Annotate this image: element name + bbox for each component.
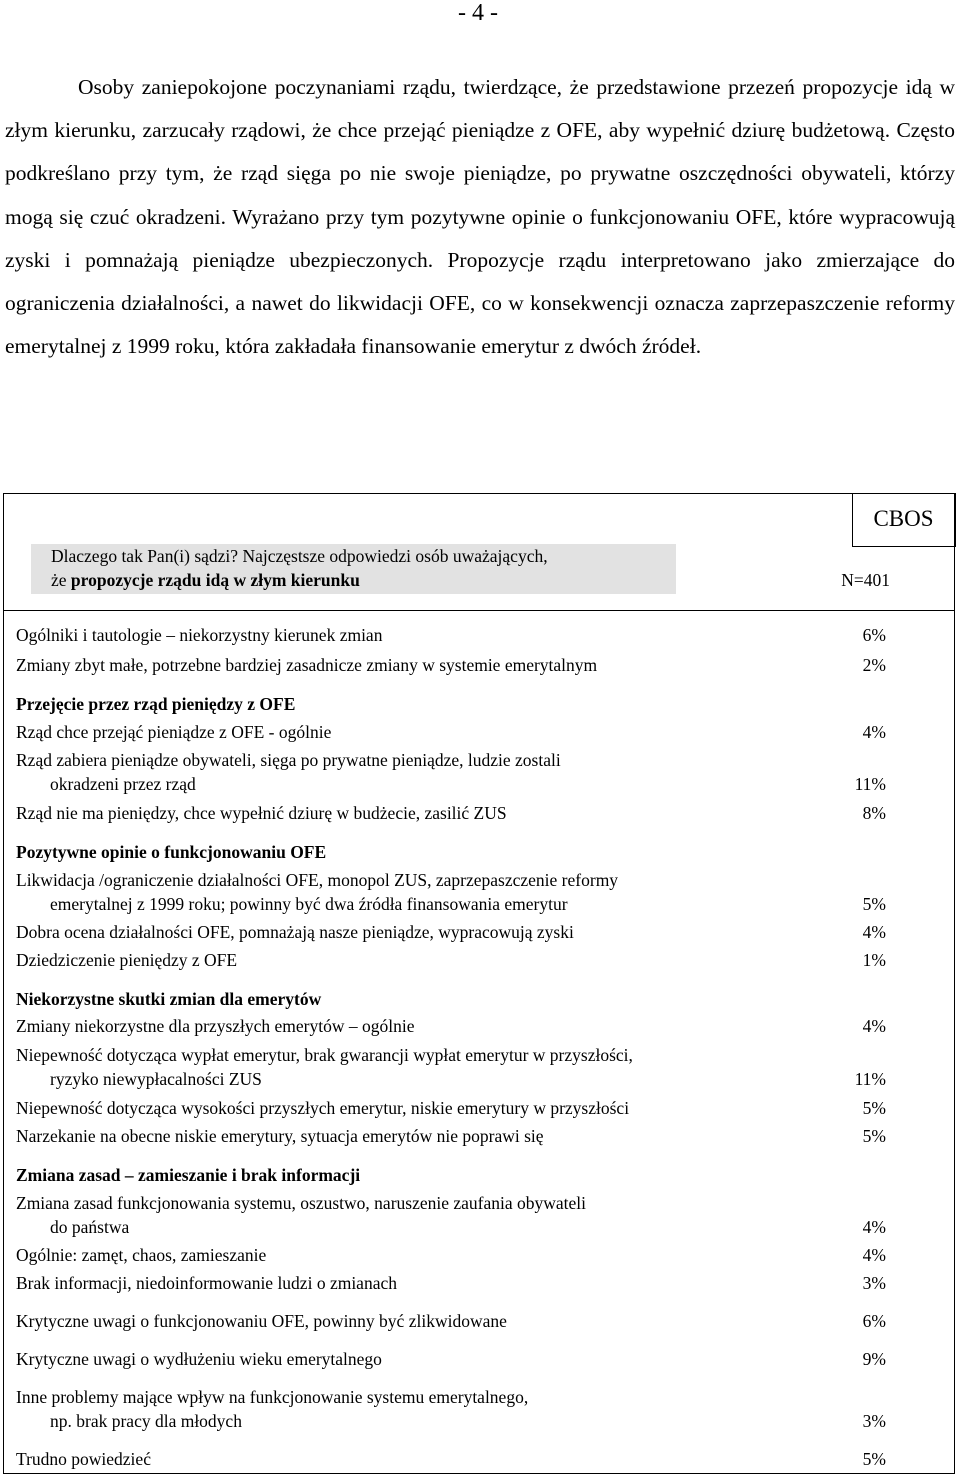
table-row: Zmiany zbyt małe, potrzebne bardziej zasadnicze zmiany w systemie emerytalnym 2%: [16, 655, 886, 675]
question-header: [31, 544, 676, 594]
header-divider: [3, 610, 955, 611]
source-label: CBOS: [852, 493, 956, 547]
table-row: Ogólnie: zamęt, chaos, zamieszanie 4%: [16, 1245, 886, 1265]
category-heading: Pozytywne opinie o funkcjonowaniu OFE: [16, 842, 327, 862]
results-table: [3, 493, 955, 1474]
category-heading: Przejęcie przez rząd pieniędzy z OFE: [16, 694, 296, 714]
intro-text: Osoby zaniepokojone poczynaniami rządu, twierdzące, że przedstawione przezeń propozycje idą w złym kierunku, zarzucały rządowi, że chce przejąć pieniądze z OFE, aby wypełnić dziurę budżetową. Często podkreślano przy tym, że rząd sięga po nie swoje pieniądze, po prywatne oszczędności obywateli, którzy mogą się czuć okradzeni. Wyrażano przy tym pozytywne opinie o funkcjonowaniu OFE, które wypracowują zyski i pomnażają pieniądze ubezpieczonych. Propozycje rządu interpretowano jako zmierzające do ograniczenia działalności, a nawet do likwidacji OFE, co w konsekwencji oznacza zaprzepaszczenie reformy emerytalnej z 1999 roku, która zakładała finansowanie emerytur z dwóch źródeł.: [5, 75, 955, 359]
table-row: Niepewność dotycząca wysokości przyszłych emerytur, niskie emerytury w przyszłości 5%: [16, 1098, 886, 1118]
table-row: Rząd zabiera pieniądze obywateli, sięga po prywatne pieniądze, ludzie zostali okradzeni przez rząd 11%: [16, 750, 886, 794]
category-heading: Zmiana zasad – zamieszanie i brak informacji: [16, 1165, 361, 1185]
sample-size: N=401: [841, 570, 890, 590]
table-row: Krytyczne uwagi o wydłużeniu wieku emerytalnego 9%: [16, 1349, 886, 1369]
table-row: Likwidacja /ograniczenie działalności OFE, monopol ZUS, zaprzepaszczenie reformy emerytalnej z 1999 roku; powinny być dwa źródła finansowania emerytur 5%: [16, 870, 886, 914]
page-number: - 4 -: [458, 0, 498, 26]
question-emphasis: propozycje rządu idą w złym kierunku: [70, 570, 360, 590]
table-row: Rząd chce przejąć pieniądze z OFE - ogólnie 4%: [16, 722, 886, 742]
table-row: Dobra ocena działalności OFE, pomnażają nasze pieniądze, wypracowują zyski 4%: [16, 922, 886, 942]
table-row: Rząd nie ma pieniędzy, chce wypełnić dziurę w budżecie, zasilić ZUS 8%: [16, 803, 886, 823]
table-row: Brak informacji, niedoinformowanie ludzi o zmianach 3%: [16, 1273, 886, 1293]
table-row: Narzekanie na obecne niskie emerytury, sytuacja emerytów nie poprawi się 5%: [16, 1126, 886, 1146]
table-row: Niepewność dotycząca wypłat emerytur, brak gwarancji wypłat emerytur w przyszłości, ryzyko niewypłacalności ZUS 11%: [16, 1045, 886, 1089]
table-row: Zmiany niekorzystne dla przyszłych emerytów – ogólnie 4%: [16, 1016, 886, 1036]
table-row: Dziedziczenie pieniędzy z OFE 1%: [16, 950, 886, 970]
question-line-2: że propozycje rządu idą w złym kierunku: [51, 570, 360, 590]
table-row: Inne problemy mające wpływ na funkcjonowanie systemu emerytalnego, np. brak pracy dla młodych 3%: [16, 1387, 886, 1431]
question-line-1: Dlaczego tak Pan(i) sądzi? Najczęstsze odpowiedzi osób uważających,: [51, 546, 548, 566]
category-heading: Niekorzystne skutki zmian dla emerytów: [16, 989, 322, 1009]
table-row: Trudno powiedzieć 5%: [16, 1449, 886, 1469]
table-row: Ogólniki i tautologie – niekorzystny kierunek zmian 6%: [16, 625, 886, 645]
table-row: Zmiana zasad funkcjonowania systemu, oszustwo, naruszenie zaufania obywateli do państwa 4%: [16, 1193, 886, 1237]
intro-paragraph: [5, 66, 955, 368]
table-row: Krytyczne uwagi o funkcjonowaniu OFE, powinny być zlikwidowane 6%: [16, 1311, 886, 1331]
